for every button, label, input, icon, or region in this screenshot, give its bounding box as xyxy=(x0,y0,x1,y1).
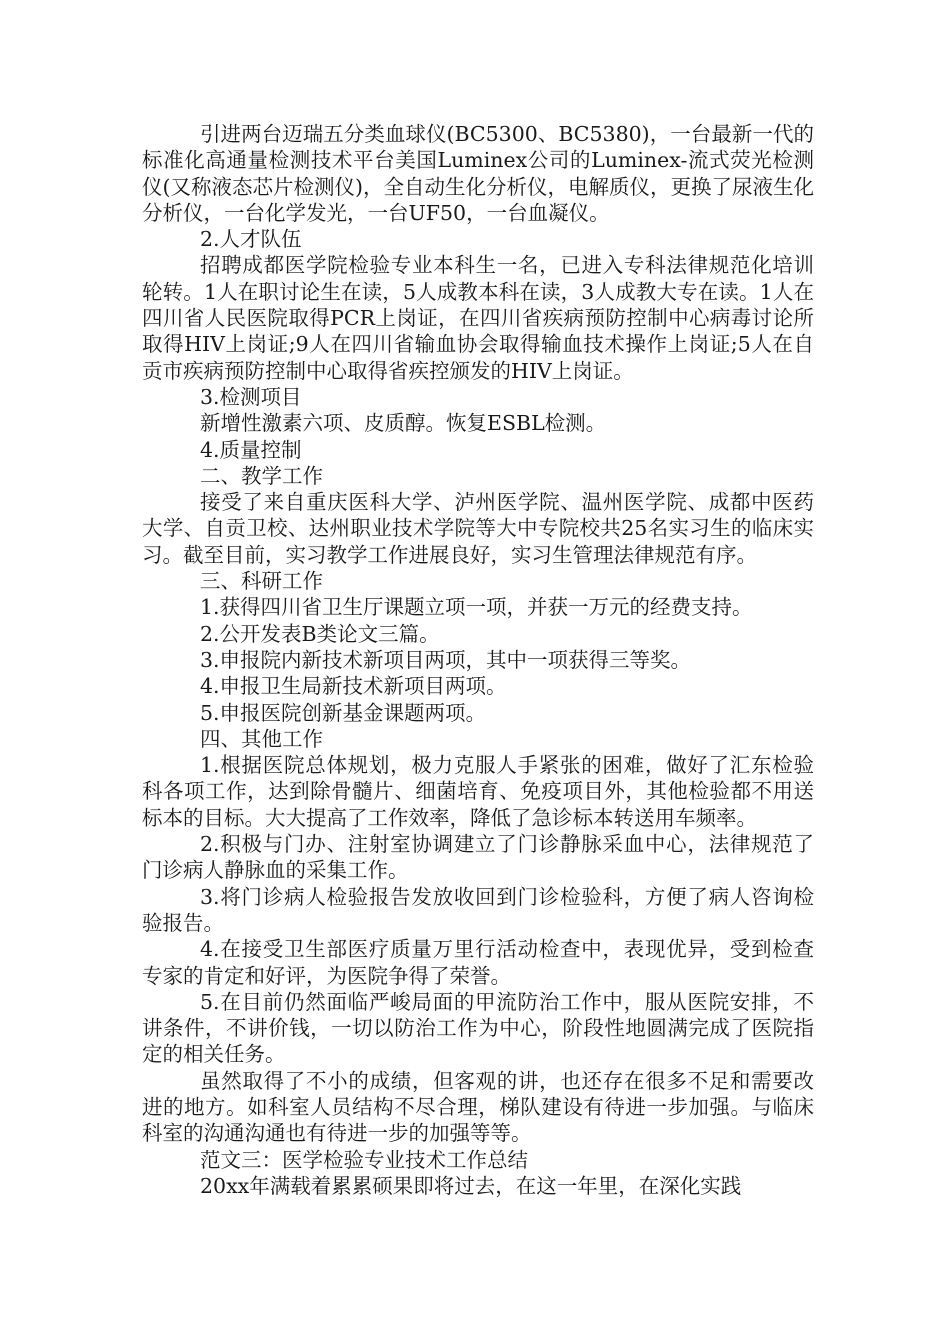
heading-talent-team: 2.人才队伍 xyxy=(200,227,302,252)
list-item-other-5: 5.在目前仍然面临严峻局面的甲流防治工作中，服从医院安排，不讲条件，不讲价钱，一切以防治工作为中心，阶段性地圆满完成了医院指定的相关任务。 xyxy=(142,989,814,1067)
paragraph-talent: 招聘成都医学院检验专业本科生一名，已进入专科法律规范化培训轮转。1人在职讨论生在读，5人成教本科在读，3人成教大专在读。1人在四川省人民医院取得PCR上岗证，在四川省疾病预防控制中心病毒讨论所取得HIV上岗证;9人在四川省输血协会取得输血技术操作上岗证;5人在自贡市疾病预防控制中心取得省疾控颁发的HIV上岗证。 xyxy=(142,253,814,383)
paragraph-intro-continued: 20xx年满载着累累硕果即将过去，在这一年里，在深化实践 xyxy=(200,1173,742,1198)
list-item-research-5: 5.申报医院创新基金课题两项。 xyxy=(200,700,487,725)
list-item-other-2: 2.积极与门办、注射室协调建立了门诊静脉采血中心，法律规范了门诊病人静脉血的采集工作。 xyxy=(142,832,814,883)
heading-sample-three: 范文三：医学检验专业技术工作总结 xyxy=(200,1147,528,1172)
paragraph-test-items: 新增性激素六项、皮质醇。恢复ESBL检测。 xyxy=(200,411,607,436)
list-item-other-1: 1.根据医院总体规划，极力克服人手紧张的困难，做好了汇东检验科各项工作，达到除骨髓片、细菌培育、免疫项目外，其他检验都不用送标本的目标。大大提高了工作效率，降低了急诊标本转送用车频率。 xyxy=(142,753,814,830)
paragraph-teaching: 接受了来自重庆医科大学、泸州医学院、温州医学院、成都中医药大学、自贡卫校、达州职业技术学院等大中专院校共25名实习生的临床实习。截至目前，实习教学工作进展良好，实习生管理法律规范有序。 xyxy=(142,490,814,567)
document-body xyxy=(142,121,814,1199)
heading-teaching: 二、教学工作 xyxy=(200,463,323,488)
list-item-other-3: 3.将门诊病人检验报告发放收回到门诊检验科，方便了病人咨询检验报告。 xyxy=(142,884,814,935)
list-item-research-3: 3.申报院内新技术新项目两项，其中一项获得三等奖。 xyxy=(200,647,692,672)
heading-quality-control: 4.质量控制 xyxy=(200,437,302,462)
heading-test-items: 3.检测项目 xyxy=(200,384,302,409)
paragraph-equipment: 引进两台迈瑞五分类血球仪(BC5300、BC5380)，一台最新一代的标准化高通量检测技术平台美国Luminex公司的Luminex-流式荧光检测仪(又称液态芯片检测仪)，全自动生化分析仪，电解质仪，更换了尿液生化分析仪，一台化学发光，一台UF50，一台血凝仪。 xyxy=(142,122,814,225)
list-item-research-1: 1.获得四川省卫生厅课题立项一项，并获一万元的经费支持。 xyxy=(200,595,753,620)
list-item-research-4: 4.申报卫生局新技术新项目两项。 xyxy=(200,674,507,699)
heading-research: 三、科研工作 xyxy=(200,569,323,594)
paragraph-summary: 虽然取得了不小的成绩，但客观的讲，也还存在很多不足和需要改进的地方。如科室人员结构不尽合理，梯队建设有待进一步加强。与临床科室的沟通沟通也有待进一步的加强等等。 xyxy=(142,1068,814,1146)
list-item-research-2: 2.公开发表B类论文三篇。 xyxy=(200,621,440,646)
list-item-other-4: 4.在接受卫生部医疗质量万里行活动检查中，表现优异，受到检查专家的肯定和好评，为医院争得了荣誉。 xyxy=(142,937,814,988)
heading-other-work: 四、其他工作 xyxy=(200,726,323,751)
